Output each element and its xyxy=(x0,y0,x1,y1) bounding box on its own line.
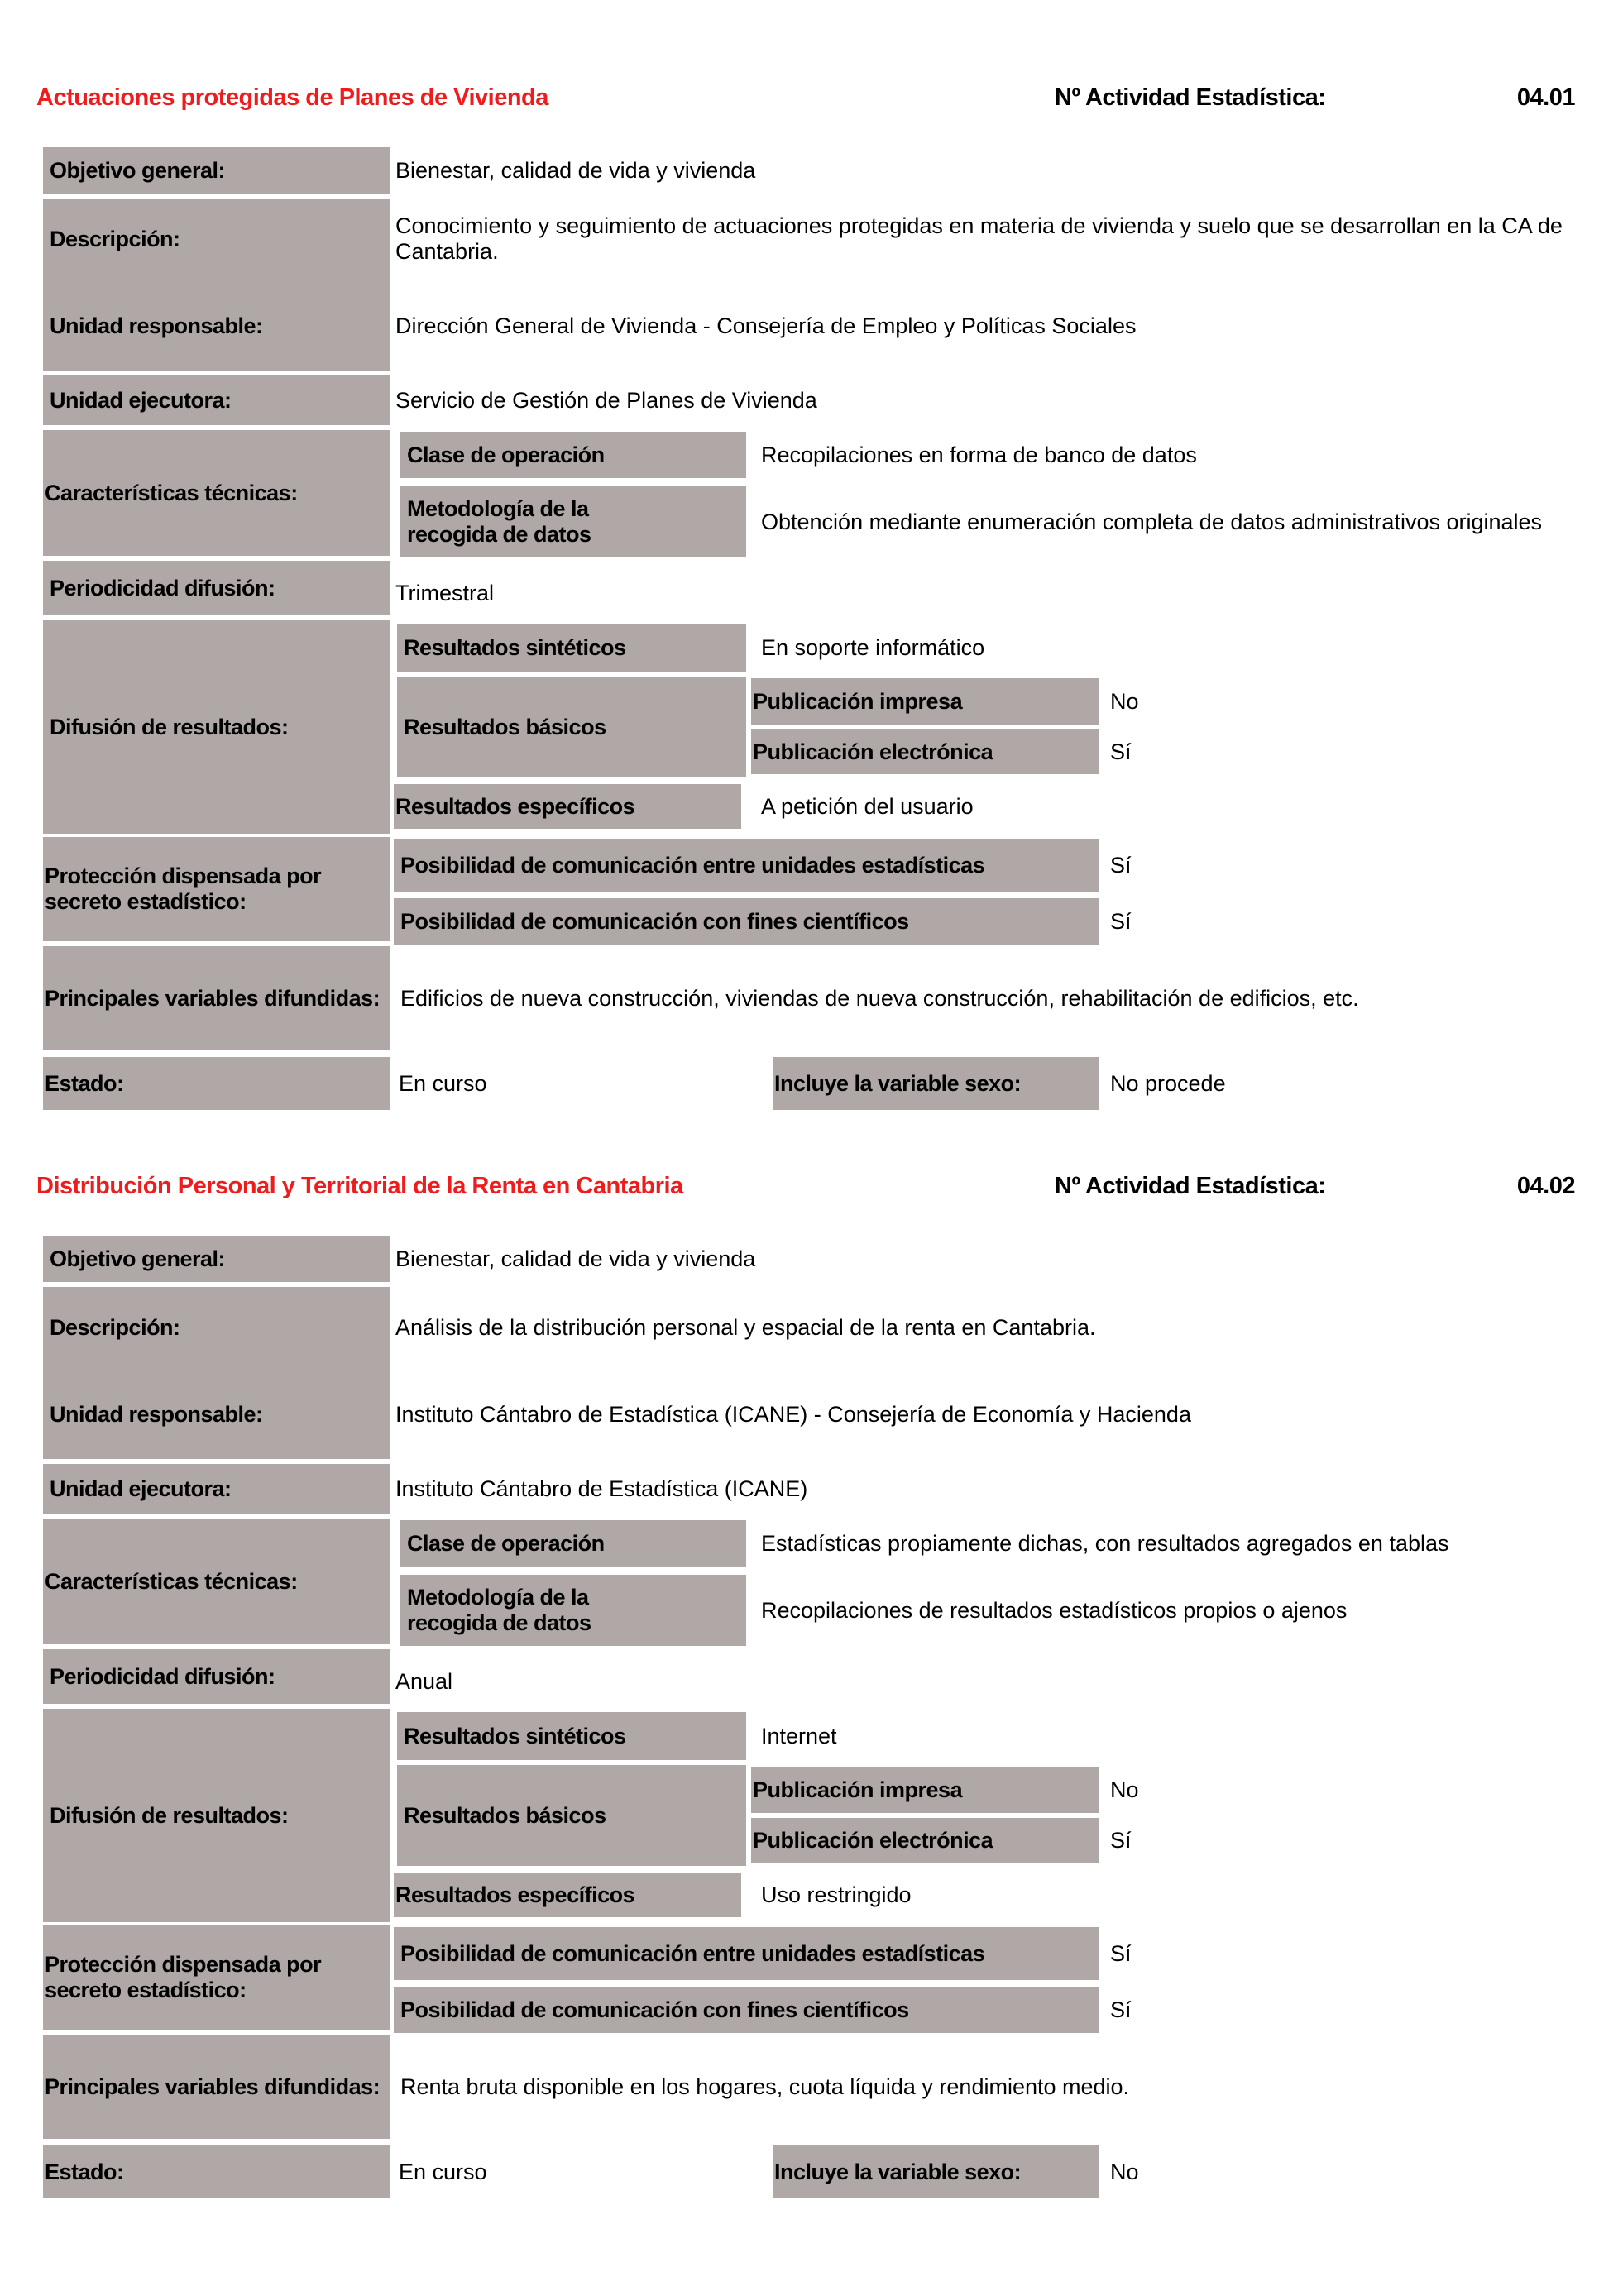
variables-label: Principales variables difundidas: xyxy=(43,946,390,1050)
descripcion-label: Descripción: xyxy=(43,199,390,371)
sexo-value: No procede xyxy=(1110,1070,1226,1096)
sinteticos-label: Resultados sintéticos xyxy=(397,1712,746,1760)
electronica-label: Publicación electrónica xyxy=(751,729,1099,774)
electronica-value: Sí xyxy=(1110,739,1132,764)
difusion-label: Difusión de resultados: xyxy=(43,620,390,834)
clase-operacion-label: Clase de operación xyxy=(400,432,746,478)
variables-value: Edificios de nueva construcción, viviendas de nueva construcción, rehabilitación de edificios, etc. xyxy=(400,985,1359,1011)
activity-title: Distribución Personal y Territorial de la Renta en Cantabria xyxy=(36,1173,683,1199)
comunicacion-cientificos-value: Sí xyxy=(1110,1997,1132,2022)
comunicacion-unidades-value: Sí xyxy=(1110,852,1132,878)
objetivo-value: Bienestar, calidad de vida y vivienda xyxy=(395,157,756,183)
metodologia-label: Metodología de la recogida de datos xyxy=(400,1575,746,1646)
estado-label: Estado: xyxy=(43,1057,390,1110)
sexo-label: Incluye la variable sexo: xyxy=(773,1057,1099,1110)
objetivo-label: Objetivo general: xyxy=(43,147,390,194)
activity-record xyxy=(0,0,1623,1100)
sinteticos-label: Resultados sintéticos xyxy=(397,624,746,672)
comunicacion-unidades-label: Posibilidad de comunicación entre unidades estadísticas xyxy=(394,1927,1099,1980)
periodicidad-label: Periodicidad difusión: xyxy=(43,561,390,615)
basicos-label: Resultados básicos xyxy=(397,1765,746,1866)
caracteristicas-label: Características técnicas: xyxy=(43,430,390,556)
unidad-ejecutora-value: Instituto Cántabro de Estadística (ICANE) xyxy=(395,1476,808,1501)
metodologia-value: Recopilaciones de resultados estadísticos propios o ajenos xyxy=(761,1597,1348,1623)
unidad-responsable-label: Unidad responsable: xyxy=(43,1398,390,1431)
sexo-label: Incluye la variable sexo: xyxy=(773,2145,1099,2198)
metodologia-label: Metodología de la recogida de datos xyxy=(400,486,746,557)
unidad-responsable-value: Instituto Cántabro de Estadística (ICANE) - Consejería de Economía y Hacienda xyxy=(395,1401,1191,1427)
comunicacion-unidades-value: Sí xyxy=(1110,1940,1132,1966)
clase-operacion-value: Estadísticas propiamente dichas, con resultados agregados en tablas xyxy=(761,1530,1449,1556)
variables-label: Principales variables difundidas: xyxy=(43,2035,390,2139)
sexo-value: No xyxy=(1110,2159,1139,2184)
impresa-value: No xyxy=(1110,1777,1139,1802)
electronica-value: Sí xyxy=(1110,1827,1132,1853)
metodologia-value: Obtención mediante enumeración completa de datos administrativos originales xyxy=(761,509,1543,534)
proteccion-label: Protección dispensada por secreto estadístico: xyxy=(43,1925,390,2030)
especificos-label: Resultados específicos xyxy=(394,1873,741,1917)
descripcion-label: Descripción: xyxy=(43,1287,390,1459)
estado-label: Estado: xyxy=(43,2145,390,2198)
activity-record xyxy=(0,1088,1623,2188)
impresa-label: Publicación impresa xyxy=(751,678,1099,725)
variables-value: Renta bruta disponible en los hogares, cuota líquida y rendimiento medio. xyxy=(400,2074,1130,2099)
activity-number-label: Nº Actividad Estadística: xyxy=(1055,84,1326,111)
unidad-ejecutora-label: Unidad ejecutora: xyxy=(43,1464,390,1514)
activity-title: Actuaciones protegidas de Planes de Vivienda xyxy=(36,84,548,111)
comunicacion-unidades-label: Posibilidad de comunicación entre unidades estadísticas xyxy=(394,839,1099,892)
difusion-label: Difusión de resultados: xyxy=(43,1709,390,1922)
activity-number: 04.01 xyxy=(1516,84,1575,111)
objetivo-value: Bienestar, calidad de vida y vivienda xyxy=(395,1246,756,1271)
periodicidad-value: Trimestral xyxy=(395,580,494,605)
impresa-label: Publicación impresa xyxy=(751,1767,1099,1813)
descripcion-value: Análisis de la distribución personal y espacial de la renta en Cantabria. xyxy=(395,1315,1096,1340)
unidad-responsable-label: Unidad responsable: xyxy=(43,309,390,342)
comunicacion-cientificos-value: Sí xyxy=(1110,908,1132,934)
basicos-label: Resultados básicos xyxy=(397,677,746,777)
impresa-value: No xyxy=(1110,688,1139,714)
caracteristicas-label: Características técnicas: xyxy=(43,1519,390,1644)
clase-operacion-value: Recopilaciones en forma de banco de datos xyxy=(761,442,1197,467)
clase-operacion-label: Clase de operación xyxy=(400,1520,746,1567)
estado-value: En curso xyxy=(399,2159,487,2184)
especificos-label: Resultados específicos xyxy=(394,784,741,829)
objetivo-label: Objetivo general: xyxy=(43,1236,390,1282)
comunicacion-cientificos-label: Posibilidad de comunicación con fines científicos xyxy=(394,1987,1099,2033)
sinteticos-value: Internet xyxy=(761,1723,837,1748)
comunicacion-cientificos-label: Posibilidad de comunicación con fines científicos xyxy=(394,898,1099,945)
periodicidad-value: Anual xyxy=(395,1668,453,1694)
estado-value: En curso xyxy=(399,1070,487,1096)
especificos-value: A petición del usuario xyxy=(761,793,974,819)
proteccion-label: Protección dispensada por secreto estadístico: xyxy=(43,837,390,941)
electronica-label: Publicación electrónica xyxy=(751,1818,1099,1863)
unidad-ejecutora-label: Unidad ejecutora: xyxy=(43,375,390,425)
especificos-value: Uso restringido xyxy=(761,1882,912,1907)
activity-number: 04.02 xyxy=(1516,1173,1575,1199)
unidad-responsable-value: Dirección General de Vivienda - Consejería de Empleo y Políticas Sociales xyxy=(395,313,1137,338)
activity-number-label: Nº Actividad Estadística: xyxy=(1055,1173,1326,1199)
periodicidad-label: Periodicidad difusión: xyxy=(43,1649,390,1704)
descripcion-value: Conocimiento y seguimiento de actuaciones protegidas en materia de vivienda y suelo que se desarrollan en la CA de Cantabria. xyxy=(395,213,1563,264)
unidad-ejecutora-value: Servicio de Gestión de Planes de Vivienda xyxy=(395,387,817,413)
sinteticos-value: En soporte informático xyxy=(761,634,985,660)
